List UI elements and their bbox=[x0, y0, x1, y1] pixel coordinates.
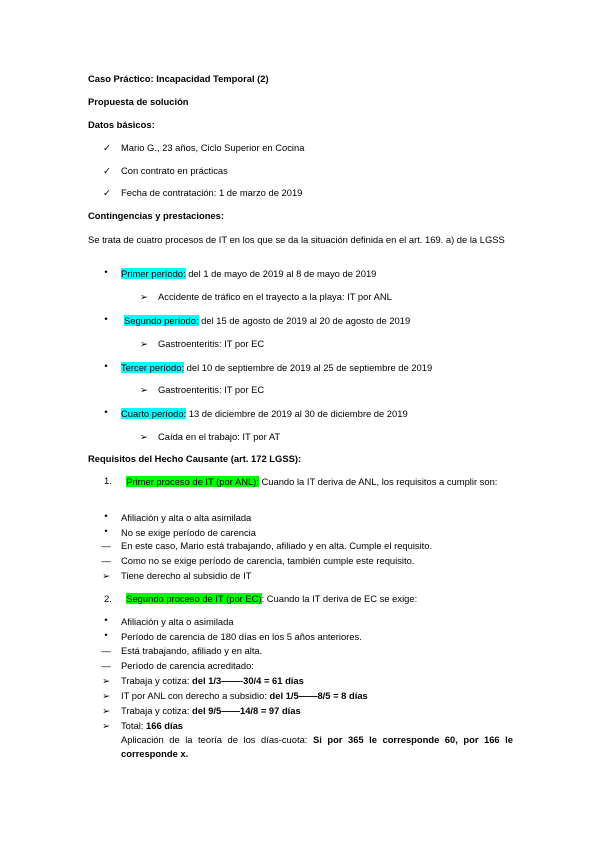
contingencias-intro: Se trata de cuatro procesos de IT en los que se da la situación definida en el art. 169. a) de la LGSS bbox=[88, 234, 505, 245]
calc-value: del 9/5——14/8 = 97 días bbox=[192, 705, 301, 716]
process-desc: Cuando la IT deriva de ANL, los requisitos a cumplir son: bbox=[258, 476, 498, 487]
process-label: Primer proceso de IT (por ANL): bbox=[126, 476, 259, 487]
calc-item bbox=[121, 675, 304, 686]
solution-heading: Propuesta de solución bbox=[88, 96, 189, 107]
dash-icon: — bbox=[101, 540, 111, 551]
datos-item: Fecha de contratación: 1 de marzo de 2019 bbox=[121, 187, 303, 198]
bullet-icon: • bbox=[104, 313, 108, 324]
arrow-bullet-icon: ➢ bbox=[140, 431, 148, 442]
period-detail: Gastroenteritis: IT por EC bbox=[158, 338, 265, 349]
requirement-item: No se exige período de carencia bbox=[121, 527, 256, 538]
process-number: 1. bbox=[104, 475, 112, 486]
arrow-bullet-icon: ➢ bbox=[102, 720, 110, 731]
dash-icon: — bbox=[101, 660, 111, 671]
process-number: 2. bbox=[104, 593, 112, 604]
calc-label: IT por ANL con derecho a subsidio: bbox=[121, 690, 270, 701]
requirement-item: En este caso, Mario está trabajando, afiliado y en alta. Cumple el requisito. bbox=[121, 540, 433, 551]
period-detail: Caída en el trabajo: IT por AT bbox=[158, 431, 281, 442]
bullet-icon: • bbox=[104, 614, 108, 625]
bullet-icon: • bbox=[104, 510, 108, 521]
check-icon: ✓ bbox=[103, 142, 111, 153]
period-item bbox=[121, 268, 376, 279]
arrow-bullet-icon: ➢ bbox=[140, 338, 148, 349]
process-1-text bbox=[121, 475, 513, 489]
period-item bbox=[124, 315, 410, 326]
period-label: Primer período: bbox=[121, 268, 186, 279]
process-label: Segundo proceso de IT (por EC) bbox=[126, 593, 262, 604]
period-dates: 13 de diciembre de 2019 al 30 de diciembre de 2019 bbox=[186, 408, 408, 419]
check-icon: ✓ bbox=[103, 165, 111, 176]
datos-item: Con contrato en prácticas bbox=[121, 165, 228, 176]
bullet-icon: • bbox=[104, 266, 108, 277]
bullet-icon: • bbox=[104, 406, 108, 417]
conclusion-item: Tiene derecho al subsidio de IT bbox=[121, 570, 252, 581]
arrow-bullet-icon: ➢ bbox=[140, 291, 148, 302]
period-label: Cuarto período: bbox=[121, 408, 187, 419]
period-dates: del 1 de mayo de 2019 al 8 de mayo de 2019 bbox=[185, 268, 377, 279]
requirement-item: Afiliación y alta o alta asimilada bbox=[121, 512, 252, 523]
period-detail: Gastroenteritis: IT por EC bbox=[158, 384, 265, 395]
arrow-bullet-icon: ➢ bbox=[140, 384, 148, 395]
calc-label: Total: bbox=[121, 720, 147, 731]
arrow-bullet-icon: ➢ bbox=[102, 690, 110, 701]
teoria-paragraph bbox=[121, 733, 513, 761]
arrow-bullet-icon: ➢ bbox=[102, 570, 110, 581]
calc-item bbox=[121, 720, 183, 731]
calc-value: del 1/5——8/5 = 8 días bbox=[269, 690, 368, 701]
process-desc: : Cuando la IT deriva de EC se exige: bbox=[261, 593, 418, 604]
period-label: Segundo período: bbox=[124, 315, 199, 326]
period-item bbox=[121, 408, 408, 419]
calc-item bbox=[121, 690, 368, 701]
bullet-icon: • bbox=[104, 629, 108, 640]
requirement-item: Período de carencia acreditado: bbox=[121, 660, 254, 671]
requirement-item: Como no se exige período de carencia, también cumple este requisito. bbox=[121, 555, 415, 566]
process-2-text bbox=[121, 593, 417, 604]
datos-item: Mario G., 23 años, Ciclo Superior en Cocina bbox=[121, 142, 305, 153]
bullet-icon: • bbox=[104, 360, 108, 371]
teoria-text: Aplicación de la teoría de los días-cuota: bbox=[121, 734, 313, 745]
period-dates: del 15 de agosto de 2019 al 20 de agosto de 2019 bbox=[198, 315, 411, 326]
requirement-item: Afiliación y alta o asimilada bbox=[121, 616, 234, 627]
calc-label: Trabaja y cotiza: bbox=[121, 705, 193, 716]
arrow-bullet-icon: ➢ bbox=[102, 705, 110, 716]
calc-item bbox=[121, 705, 301, 716]
calc-value: del 1/3——-30/4 = 61 días bbox=[192, 675, 304, 686]
teoria-bold-text: Si por 365 le corresponde 60, por 166 le corresponde x. bbox=[121, 734, 513, 759]
document-title: Caso Práctico: Incapacidad Temporal (2) bbox=[88, 73, 269, 84]
requisitos-heading: Requisitos del Hecho Causante (art. 172 LGSS): bbox=[88, 453, 302, 464]
bullet-icon: • bbox=[104, 525, 108, 536]
calc-value: 166 días bbox=[146, 720, 184, 731]
period-label: Tercer período: bbox=[121, 362, 185, 373]
arrow-bullet-icon: ➢ bbox=[102, 675, 110, 686]
period-detail: Accidente de tráfico en el trayecto a la playa: IT por ANL bbox=[158, 291, 392, 302]
period-item bbox=[121, 362, 432, 373]
contingencias-heading: Contingencias y prestaciones: bbox=[88, 210, 224, 221]
calc-label: Trabaja y cotiza: bbox=[121, 675, 193, 686]
requirement-item: Está trabajando, afiliado y en alta. bbox=[121, 645, 263, 656]
dash-icon: — bbox=[101, 555, 111, 566]
datos-heading: Datos básicos: bbox=[88, 119, 155, 130]
requirement-item: Período de carencia de 180 días en los 5 años anteriores. bbox=[121, 631, 362, 642]
period-dates: del 10 de septiembre de 2019 al 25 de septiembre de 2019 bbox=[184, 362, 433, 373]
check-icon: ✓ bbox=[103, 187, 111, 198]
dash-icon: — bbox=[101, 645, 111, 656]
